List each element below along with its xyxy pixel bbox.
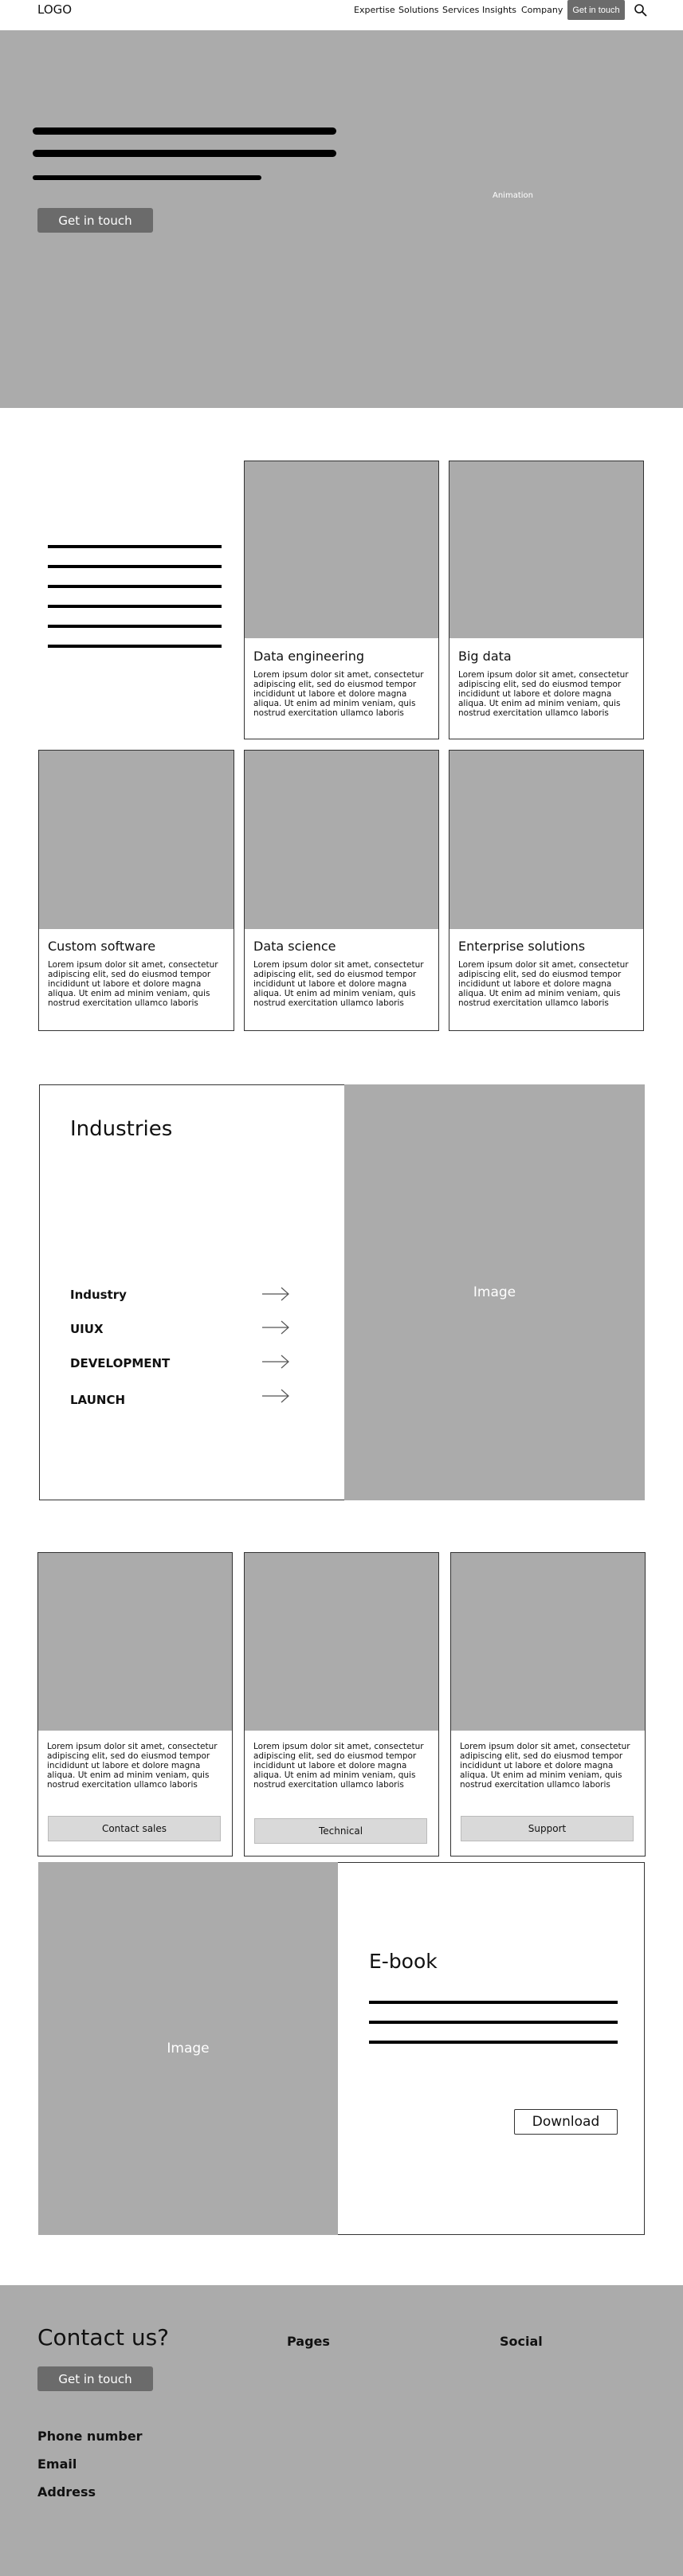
hero-subtitle-placeholder (33, 175, 261, 180)
card-title: Big data (458, 649, 512, 664)
industries-title: Industries (70, 1117, 173, 1141)
contact-card (37, 1552, 233, 1857)
card-text: Lorem ipsum dolor sit amet, consectetur adipiscing elit, sed do eiusmod tempor incididunt ut labore et dolore magna aliqua. Ut enim ad minim veniam, quis nostrud exercitation ullamco laboris (47, 1742, 218, 1790)
card-text: Lorem ipsum dolor sit amet, consectetur adipiscing elit, sed do eiusmod tempor incididunt ut labore et dolore magna aliqua. Ut enim ad minim veniam, quis nostrud exercitation ullamco laboris (48, 960, 218, 1008)
technical-button[interactable]: Technical (254, 1818, 427, 1844)
service-card[interactable] (244, 461, 439, 739)
card-text: Lorem ipsum dolor sit amet, consectetur adipiscing elit, sed do eiusmod tempor incididunt ut labore et dolore magna aliqua. Ut enim ad minim veniam, quis nostrud exercitation ullamco laboris (253, 960, 424, 1008)
card-image-placeholder (245, 461, 438, 638)
service-card[interactable] (244, 750, 439, 1031)
card-image-placeholder (449, 751, 643, 929)
card-image-placeholder (451, 1553, 645, 1731)
text-line-placeholder (369, 2021, 618, 2024)
contact-card (244, 1552, 439, 1857)
footer-address: Address (37, 2484, 96, 2500)
text-line-placeholder (369, 2041, 618, 2044)
text-line-placeholder (369, 2001, 618, 2004)
industries-image-placeholder (344, 1084, 645, 1500)
card-text: Lorem ipsum dolor sit amet, consectetur adipiscing elit, sed do eiusmod tempor incididunt ut labore et dolore magna aliqua. Ut enim ad minim veniam, quis nostrud exercitation ullamco laboris (458, 670, 629, 718)
support-button[interactable]: Support (461, 1816, 634, 1841)
text-line-placeholder (48, 645, 222, 648)
arrow-right-icon[interactable] (261, 1354, 290, 1370)
service-card[interactable] (449, 750, 644, 1031)
card-image-placeholder (449, 461, 643, 638)
footer-get-in-touch-button[interactable]: Get in touch (37, 2366, 153, 2391)
logo[interactable]: LOGO (37, 2, 73, 17)
footer-title: Contact us? (37, 2324, 170, 2351)
card-title: Data engineering (253, 649, 365, 664)
industry-item-industry[interactable]: Industry (70, 1288, 127, 1302)
card-title: Custom software (48, 939, 156, 954)
card-image-placeholder (39, 751, 234, 929)
text-line-placeholder (48, 605, 222, 608)
card-title: Data science (253, 939, 336, 954)
card-text: Lorem ipsum dolor sit amet, consectetur adipiscing elit, sed do eiusmod tempor incididunt ut labore et dolore magna aliqua. Ut enim ad minim veniam, quis nostrud exercitation ullamco laboris (253, 1742, 424, 1790)
card-title: Enterprise solutions (458, 939, 586, 954)
hero-headline-placeholder (33, 150, 336, 157)
hero-headline-placeholder (33, 127, 336, 135)
nav-solutions[interactable]: Solutions (398, 5, 439, 15)
arrow-right-icon[interactable] (261, 1286, 290, 1302)
contact-card (450, 1552, 646, 1857)
image-label: Image (473, 1284, 516, 1300)
industry-item-development[interactable]: DEVELOPMENT (70, 1356, 171, 1370)
header-get-in-touch-button[interactable]: Get in touch (567, 0, 625, 20)
text-line-placeholder (48, 545, 222, 548)
arrow-right-icon[interactable] (261, 1319, 290, 1335)
text-line-placeholder (48, 565, 222, 568)
ebook-image-placeholder (38, 1862, 338, 2235)
service-card[interactable] (449, 461, 644, 739)
footer-email: Email (37, 2456, 77, 2472)
card-text: Lorem ipsum dolor sit amet, consectetur adipiscing elit, sed do eiusmod tempor incididunt ut labore et dolore magna aliqua. Ut enim ad minim veniam, quis nostrud exercitation ullamco laboris (253, 670, 424, 718)
card-image-placeholder (38, 1553, 232, 1731)
nav-insights[interactable]: Insights (482, 5, 517, 15)
footer-phone: Phone number (37, 2429, 143, 2444)
hero-get-in-touch-button[interactable]: Get in touch (37, 208, 153, 233)
contact-sales-button[interactable]: Contact sales (48, 1816, 221, 1841)
nav-services[interactable]: Services (442, 5, 480, 15)
card-image-placeholder (245, 1553, 438, 1731)
industry-item-uiux[interactable]: UIUX (70, 1322, 104, 1336)
image-label: Image (167, 2041, 210, 2056)
nav-company[interactable]: Company (521, 5, 563, 15)
search-icon[interactable] (634, 3, 648, 18)
footer-pages-heading[interactable]: Pages (287, 2334, 330, 2349)
ebook-title: E-book (369, 1950, 438, 1973)
text-line-placeholder (48, 585, 222, 588)
service-card[interactable] (38, 750, 234, 1031)
animation-placeholder: Animation (493, 191, 533, 200)
nav-expertise[interactable]: Expertise (354, 5, 395, 15)
text-line-placeholder (48, 625, 222, 628)
footer-social-heading[interactable]: Social (500, 2334, 543, 2349)
card-image-placeholder (245, 751, 438, 929)
industry-item-launch[interactable]: LAUNCH (70, 1393, 126, 1407)
download-button[interactable]: Download (514, 2109, 618, 2135)
arrow-right-icon[interactable] (261, 1388, 290, 1404)
card-text: Lorem ipsum dolor sit amet, consectetur adipiscing elit, sed do eiusmod tempor incididunt ut labore et dolore magna aliqua. Ut enim ad minim veniam, quis nostrud exercitation ullamco laboris (460, 1742, 630, 1790)
card-text: Lorem ipsum dolor sit amet, consectetur adipiscing elit, sed do eiusmod tempor incididunt ut labore et dolore magna aliqua. Ut enim ad minim veniam, quis nostrud exercitation ullamco laboris (458, 960, 629, 1008)
